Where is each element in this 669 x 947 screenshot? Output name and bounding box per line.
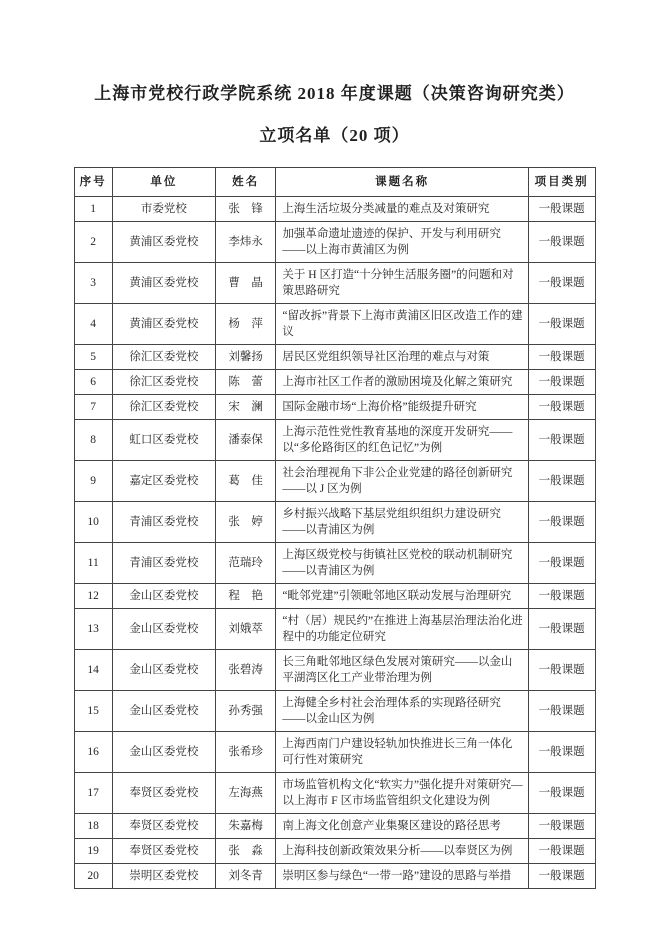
cell-category: 一般课题 — [528, 197, 595, 222]
cell-project-title: 上海区级党校与街镇社区党校的联动机制研究——以青浦区为例 — [276, 543, 528, 584]
cell-category: 一般课题 — [528, 420, 595, 461]
table-row — [74, 370, 595, 395]
table-row — [74, 197, 595, 222]
table-row — [74, 304, 595, 345]
table-row — [74, 691, 595, 732]
cell-category: 一般课题 — [528, 543, 595, 584]
project-list-table — [74, 167, 596, 889]
table-row — [74, 650, 595, 691]
cell-project-title: 居民区党组织领导社区治理的难点与对策 — [276, 345, 528, 370]
cell-serial-number: 6 — [74, 370, 112, 395]
cell-name: 宋 澜 — [215, 395, 276, 420]
cell-name: 张 婷 — [215, 502, 276, 543]
cell-serial-number: 11 — [74, 543, 112, 584]
cell-unit: 金山区委党校 — [112, 650, 215, 691]
cell-unit: 徐汇区委党校 — [112, 395, 215, 420]
cell-category: 一般课题 — [528, 814, 595, 839]
cell-category: 一般课题 — [528, 650, 595, 691]
header-name: 姓名 — [215, 168, 276, 197]
cell-category: 一般课题 — [528, 691, 595, 732]
cell-name: 葛 佳 — [215, 461, 276, 502]
cell-unit: 青浦区委党校 — [112, 502, 215, 543]
cell-project-title: “村（居）规民约”在推进上海基层治理法治化进程中的功能定位研究 — [276, 609, 528, 650]
cell-project-title: 国际金融市场“上海价格”能级提升研究 — [276, 395, 528, 420]
cell-name: 张 淼 — [215, 839, 276, 864]
cell-name: 左海燕 — [215, 773, 276, 814]
cell-serial-number: 17 — [74, 773, 112, 814]
table-row — [74, 502, 595, 543]
cell-name: 曹 晶 — [215, 263, 276, 304]
cell-project-title: 加强革命遗址遗迹的保护、开发与利用研究——以上海市黄浦区为例 — [276, 222, 528, 263]
table-row — [74, 461, 595, 502]
cell-serial-number: 19 — [74, 839, 112, 864]
cell-serial-number: 14 — [74, 650, 112, 691]
table-row — [74, 864, 595, 889]
cell-name: 范瑞玲 — [215, 543, 276, 584]
cell-name: 张希珍 — [215, 732, 276, 773]
table-row — [74, 732, 595, 773]
cell-unit: 青浦区委党校 — [112, 543, 215, 584]
cell-unit: 金山区委党校 — [112, 691, 215, 732]
cell-category: 一般课题 — [528, 864, 595, 889]
document-title-line-2: 立项名单（20 项） — [259, 126, 410, 145]
header-serial-number: 序号 — [74, 168, 112, 197]
cell-unit: 市委党校 — [112, 197, 215, 222]
table-row — [74, 263, 595, 304]
table-row — [74, 420, 595, 461]
cell-serial-number: 12 — [74, 584, 112, 609]
cell-name: 程 艳 — [215, 584, 276, 609]
cell-name: 李炜永 — [215, 222, 276, 263]
cell-unit: 黄浦区委党校 — [112, 222, 215, 263]
cell-category: 一般课题 — [528, 839, 595, 864]
project-table-body — [74, 197, 595, 889]
cell-category: 一般课题 — [528, 263, 595, 304]
cell-name: 张碧涛 — [215, 650, 276, 691]
cell-unit: 奉贤区委党校 — [112, 839, 215, 864]
document-title-line-1: 上海市党校行政学院系统 2018 年度课题（决策咨询研究类） — [94, 84, 575, 103]
cell-name: 潘泰保 — [215, 420, 276, 461]
cell-serial-number: 13 — [74, 609, 112, 650]
cell-name: 朱嘉梅 — [215, 814, 276, 839]
cell-category: 一般课题 — [528, 584, 595, 609]
header-project-title: 课题名称 — [276, 168, 528, 197]
cell-serial-number: 2 — [74, 222, 112, 263]
cell-project-title: “留改拆”背景下上海市黄浦区旧区改造工作的建议 — [276, 304, 528, 345]
cell-serial-number: 4 — [74, 304, 112, 345]
cell-unit: 虹口区委党校 — [112, 420, 215, 461]
cell-unit: 嘉定区委党校 — [112, 461, 215, 502]
table-row — [74, 584, 595, 609]
cell-project-title: 社会治理视角下非公企业党建的路径创新研究——以 J 区为例 — [276, 461, 528, 502]
cell-category: 一般课题 — [528, 732, 595, 773]
table-header-row — [74, 168, 595, 197]
cell-project-title: 上海市社区工作者的激励困境及化解之策研究 — [276, 370, 528, 395]
table-row — [74, 543, 595, 584]
table-row — [74, 839, 595, 864]
cell-category: 一般课题 — [528, 395, 595, 420]
cell-category: 一般课题 — [528, 502, 595, 543]
cell-category: 一般课题 — [528, 609, 595, 650]
cell-name: 杨 萍 — [215, 304, 276, 345]
cell-serial-number: 3 — [74, 263, 112, 304]
cell-name: 刘馨扬 — [215, 345, 276, 370]
cell-unit: 金山区委党校 — [112, 732, 215, 773]
cell-unit: 黄浦区委党校 — [112, 263, 215, 304]
cell-unit: 徐汇区委党校 — [112, 370, 215, 395]
cell-project-title: “毗邻党建”引领毗邻地区联动发展与治理研究 — [276, 584, 528, 609]
cell-serial-number: 1 — [74, 197, 112, 222]
table-row — [74, 222, 595, 263]
header-category: 项目类别 — [528, 168, 595, 197]
cell-project-title: 上海科技创新政策效果分析——以奉贤区为例 — [276, 839, 528, 864]
cell-project-title: 上海示范性党性教育基地的深度开发研究——以“多伦路街区的红色记忆”为例 — [276, 420, 528, 461]
cell-unit: 金山区委党校 — [112, 584, 215, 609]
cell-project-title: 上海西南门户建设轻轨加快推进长三角一体化可行性对策研究 — [276, 732, 528, 773]
cell-project-title: 崇明区参与绿色“一带一路”建设的思路与举措 — [276, 864, 528, 889]
cell-project-title: 市场监管机构文化“软实力”强化提升对策研究—以上海市 F 区市场监管组织文化建设为例 — [276, 773, 528, 814]
cell-category: 一般课题 — [528, 345, 595, 370]
cell-name: 刘冬青 — [215, 864, 276, 889]
cell-serial-number: 20 — [74, 864, 112, 889]
cell-project-title: 关于 H 区打造“十分钟生活服务圈”的问题和对策思路研究 — [276, 263, 528, 304]
cell-project-title: 上海健全乡村社会治理体系的实现路径研究——以金山区为例 — [276, 691, 528, 732]
cell-project-title: 南上海文化创意产业集聚区建设的路径思考 — [276, 814, 528, 839]
cell-serial-number: 10 — [74, 502, 112, 543]
cell-serial-number: 15 — [74, 691, 112, 732]
table-row — [74, 345, 595, 370]
cell-project-title: 长三角毗邻地区绿色发展对策研究——以金山平湖湾区化工产业带治理为例 — [276, 650, 528, 691]
table-row — [74, 609, 595, 650]
table-row — [74, 814, 595, 839]
cell-unit: 徐汇区委党校 — [112, 345, 215, 370]
cell-category: 一般课题 — [528, 222, 595, 263]
cell-unit: 奉贤区委党校 — [112, 773, 215, 814]
cell-category: 一般课题 — [528, 304, 595, 345]
cell-category: 一般课题 — [528, 461, 595, 502]
cell-name: 陈 蕾 — [215, 370, 276, 395]
cell-serial-number: 5 — [74, 345, 112, 370]
cell-unit: 黄浦区委党校 — [112, 304, 215, 345]
cell-category: 一般课题 — [528, 773, 595, 814]
cell-unit: 奉贤区委党校 — [112, 814, 215, 839]
cell-serial-number: 18 — [74, 814, 112, 839]
cell-project-title: 上海生活垃圾分类减量的难点及对策研究 — [276, 197, 528, 222]
header-unit: 单位 — [112, 168, 215, 197]
cell-unit: 金山区委党校 — [112, 609, 215, 650]
cell-serial-number: 16 — [74, 732, 112, 773]
cell-unit: 崇明区委党校 — [112, 864, 215, 889]
table-row — [74, 773, 595, 814]
cell-name: 孙秀强 — [215, 691, 276, 732]
cell-category: 一般课题 — [528, 370, 595, 395]
cell-serial-number: 9 — [74, 461, 112, 502]
cell-serial-number: 7 — [74, 395, 112, 420]
cell-name: 张 锋 — [215, 197, 276, 222]
cell-name: 刘娥萃 — [215, 609, 276, 650]
cell-serial-number: 8 — [74, 420, 112, 461]
cell-project-title: 乡村振兴战略下基层党组织组织力建设研究——以青浦区为例 — [276, 502, 528, 543]
table-row — [74, 395, 595, 420]
